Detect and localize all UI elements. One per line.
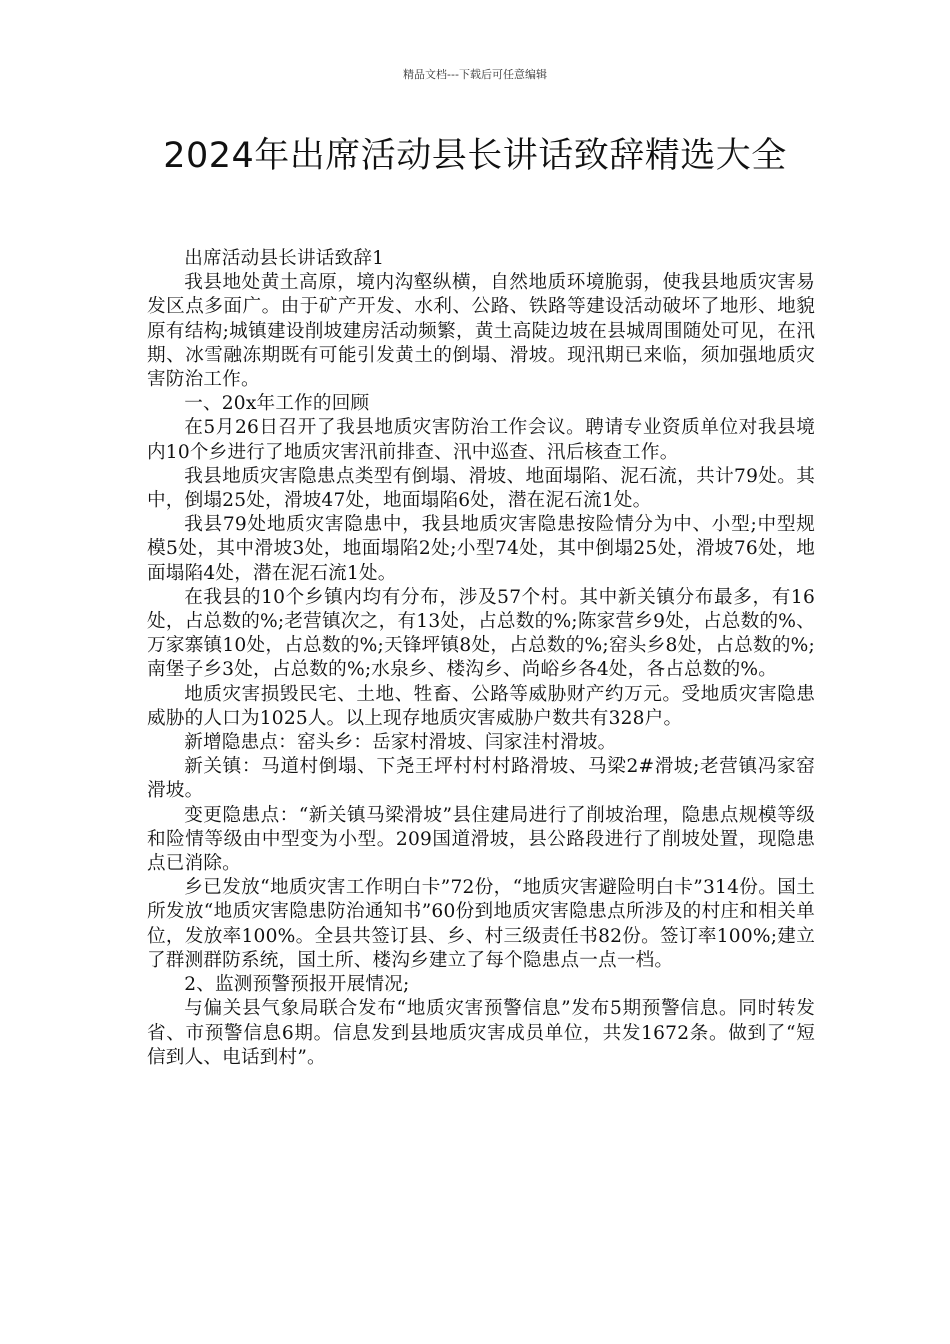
paragraph-section-heading: 一、20x年工作的回顾 bbox=[184, 393, 370, 415]
paragraph: 地质灾害损毁民宅、土地、牲畜、公路等威胁财产约万元。受地质灾害隐患威胁的人口为1025人。以上现存地质灾害威胁户数共有328户。 bbox=[147, 683, 815, 729]
paragraph: 在我县的10个乡镇内均有分布，涉及57个村。其中新关镇分布最多，有16处，占总数的%;老营镇次之，有13处，占总数的%;陈家营乡9处，占总数的%、万家寨镇10处，占总数的%;天锋坪镇8处，占总数的%;窑头乡8处，占总数的%;南堡子乡3处，占总数的%;水泉乡、楼沟乡、尚峪乡各4处，各占总数的%。 bbox=[147, 586, 815, 681]
document-title: 2024年出席活动县长讲话致辞精选大全 bbox=[163, 136, 787, 176]
paragraph: 与偏关县气象局联合发布“地质灾害预警信息”发布5期预警信息。同时转发省、市预警信息6期。信息发到县地质灾害成员单位，共发1672条。做到了“短信到人、电话到村”。 bbox=[147, 998, 815, 1068]
paragraph: 变更隐患点：“新关镇马梁滑坡”县住建局进行了削坡治理，隐患点规模等级和险情等级由中型变为小型。209国道滑坡，县公路段进行了削坡处置，现隐患点已消除。 bbox=[147, 804, 815, 875]
document-body bbox=[147, 247, 815, 1070]
paragraph: 我县79处地质灾害隐患中，我县地质灾害隐患按险情分为中、小型;中型规模5处，其中滑坡3处，地面塌陷2处;小型74处，其中倒塌25处，滑坡76处，地面塌陷4处，潜在泥石流1处。 bbox=[147, 514, 815, 584]
paragraph: 在5月26日召开了我县地质灾害防治工作会议。聘请专业资质单位对我县境内10个乡进行了地质灾害汛前排查、汛中巡查、汛后核查工作。 bbox=[147, 417, 815, 463]
paragraph: 新增隐患点：窑头乡：岳家村滑坡、闫家洼村滑坡。 bbox=[184, 732, 617, 754]
paragraph-subsection-heading: 2、监测预警预报开展情况; bbox=[184, 974, 410, 996]
paragraph: 乡已发放“地质灾害工作明白卡”72份，“地质灾害避险明白卡”314份。国土所发放“地质灾害隐患防治通知书”60份到地质灾害隐患点所涉及的村庄和相关单位，发放率100%。全县共签订县、乡、村三级责任书82份。签订率100%;建立了群测群防系统，国土所、楼沟乡建立了每个隐患点一点一档。 bbox=[147, 877, 815, 971]
paragraph: 新关镇：马道村倒塌、下尧王坪村村村路滑坡、马梁2#滑坡;老营镇冯家窑滑坡。 bbox=[147, 756, 815, 802]
paragraph-speech-heading: 出席活动县长讲话致辞1 bbox=[184, 248, 385, 269]
paragraph-intro: 我县地处黄土高原，境内沟壑纵横，自然地质环境脆弱，使我县地质灾害易发区点多面广。由于矿产开发、水利、公路、铁路等建设活动破坏了地形、地貌原有结构;城镇建设削坡建房活动频繁，黄土高陡边坡在县城周围随处可见，在汛期、冰雪融冻期既有可能引发黄土的倒塌、滑坡。现汛期已来临，须加强地质灾害防治工作。 bbox=[147, 272, 815, 391]
paragraph: 我县地质灾害隐患点类型有倒塌、滑坡、地面塌陷、泥石流，共计79处。其中，倒塌25处，滑坡47处，地面塌陷6处，潜在泥石流1处。 bbox=[147, 465, 815, 512]
header-note: 精品文档---下载后可任意编辑 bbox=[403, 68, 547, 81]
